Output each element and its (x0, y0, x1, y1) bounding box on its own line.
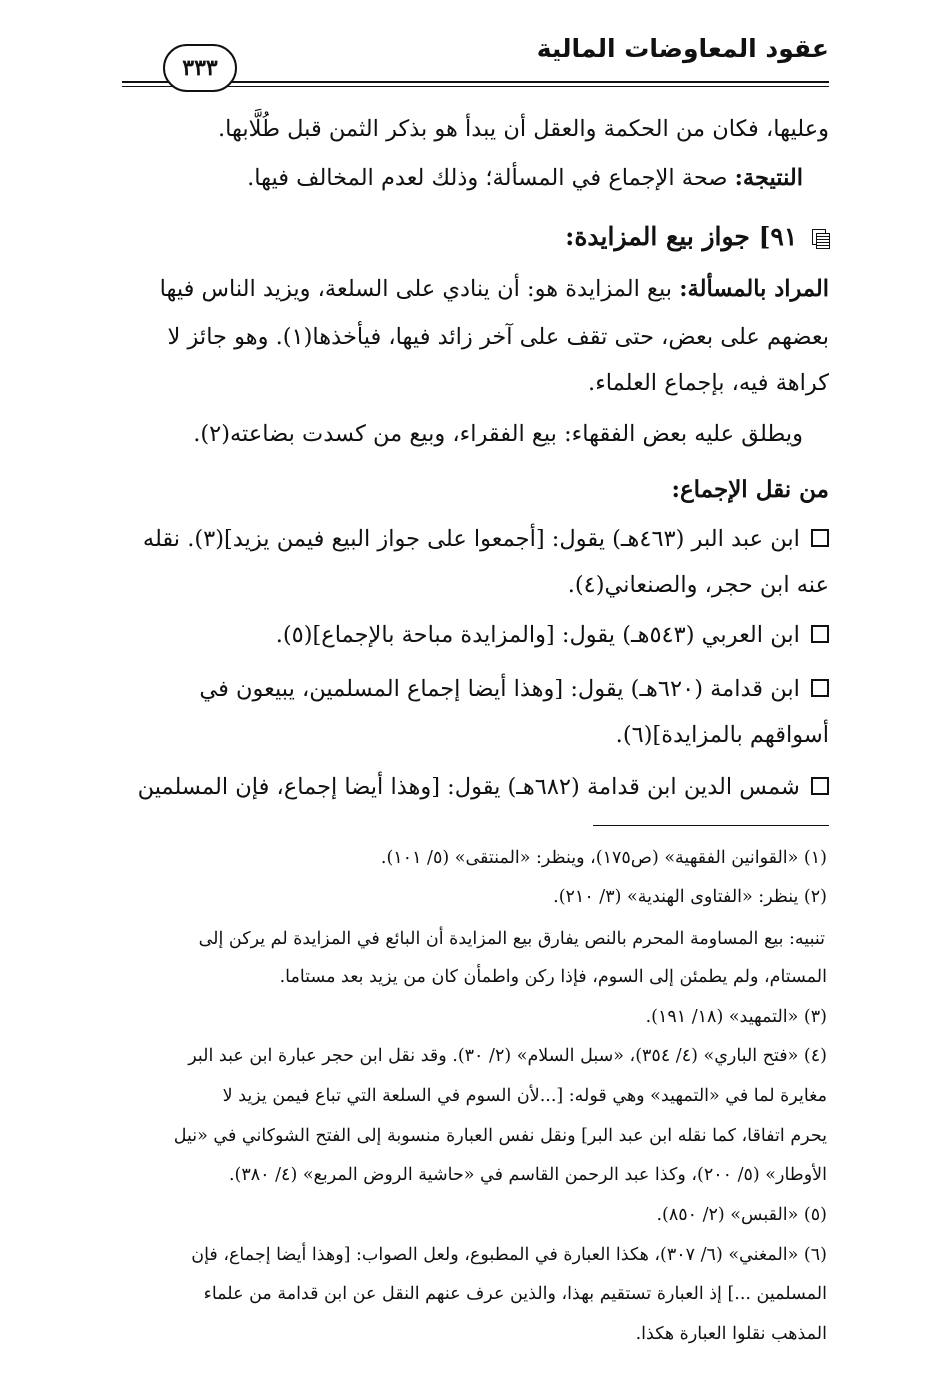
quote-line (122, 676, 829, 702)
quote-line (122, 526, 829, 552)
meaning-text: بيع المزايدة هو: أن ينادي على السلعة، ويزيد الناس فيها (159, 276, 673, 302)
result-label: النتيجة: (734, 165, 803, 191)
body-line: كراهة فيه، بإجماع العلماء. (588, 370, 829, 396)
body-line: وعليها، فكان من الحكمة والعقل أن يبدأ هو بذكر الثمن قبل طُلَّابها. (218, 116, 829, 142)
quote-text: ابن العربي (٥٤٣هـ) يقول: [والمزايدة مباحة بالإجماع](٥). (275, 622, 800, 648)
quote-line (122, 622, 829, 648)
section-heading-text: ٩١] جواز بيع المزايدة: (565, 222, 798, 251)
footnote: الأوطار» (٥/ ٢٠٠)، وكذا عبد الرحمن القاسم في «حاشية الروض المربع» (٤/ ٣٨٠). (228, 1165, 827, 1185)
footnote: مغايرة لما في «التمهيد» وهي قوله: [...لأن السوم في السلعة التي تباع فيمن يزيد لا (222, 1086, 827, 1106)
meaning-label: المراد بالمسألة: (679, 276, 829, 302)
document-icon (812, 229, 829, 248)
quote-text: شمس الدين ابن قدامة (٦٨٢هـ) يقول: [وهذا أيضا إجماع، فإن المسلمين (137, 774, 800, 800)
checkbox-bullet-icon (811, 679, 829, 697)
footnote: (١) «القوانين الفقهية» (ص١٧٥)، وينظر: «المنتقى» (٥/ ١٠١). (380, 848, 827, 868)
footnote: (٣) «التمهيد» (١٨/ ١٩١). (645, 1007, 827, 1027)
footnote: المسلمين ...] إذ العبارة تستقيم بهذا، والذين عرف عنهم النقل عن ابن قدامة من علماء (203, 1284, 827, 1304)
footnote: (٤) «فتح الباري» (٤/ ٣٥٤)، «سبل السلام» (٢/ ٣٠). وقد نقل ابن حجر عبارة ابن عبد البر (188, 1046, 827, 1066)
footnote-note: تنبيه: بيع المساومة المحرم بالنص يفارق بيع المزايدة أن البائع في المزايدة لم يركن إلى (198, 929, 825, 949)
quote-line (122, 774, 829, 800)
quote-continuation: عنه ابن حجر، والصنعاني(٤). (567, 572, 829, 598)
also-called-line: ويطلق عليه بعض الفقهاء: بيع الفقراء، وبيع من كسدت بضاعته(٢). (193, 421, 803, 447)
footnote-separator (593, 825, 829, 826)
quote-continuation: أسواقهم بالمزايدة](٦). (615, 722, 829, 748)
body-line: بعضهم على بعض، حتى تقف على آخر زائد فيها، فيأخذها(١). وهو جائز لا (167, 324, 829, 350)
checkbox-bullet-icon (811, 529, 829, 547)
section-heading (565, 222, 829, 251)
footnote: يحرم اتفاقا، كما نقله ابن عبد البر] ونقل نفس العبارة منسوبة إلى الفتح الشوكاني في «نيل (173, 1126, 827, 1146)
footnote: المذهب نقلوا العبارة هكذا. (635, 1324, 827, 1344)
footnote: (٦) «المغني» (٦/ ٣٠٧)، هكذا العبارة في المطبوع، ولعل الصواب: [وهذا أيضا إجماع، فإن (191, 1245, 827, 1265)
result-line (122, 165, 803, 191)
running-header-title: عقود المعاوضات المالية (536, 34, 829, 63)
result-text: صحة الإجماع في المسألة؛ وذلك لعدم المخالف فيها. (247, 165, 728, 191)
footnote-note: المستام، ولم يطمئن إلى السوم، فإذا ركن واطمأن كان من يزيد بعد مستاما. (279, 967, 827, 987)
page-number: ٣٣٣ (163, 44, 237, 92)
footnote: (٥) «القبس» (٢/ ٨٥٠). (656, 1205, 827, 1225)
transmitters-heading: من نقل الإجماع: (671, 476, 829, 503)
meaning-line (122, 276, 829, 302)
quote-text: ابن عبد البر (٤٦٣هـ) يقول: [أجمعوا على جواز البيع فيمن يزيد](٣). نقله (142, 526, 800, 552)
quote-text: ابن قدامة (٦٢٠هـ) يقول: [وهذا أيضا إجماع المسلمين، يبيعون في (199, 676, 800, 702)
checkbox-bullet-icon (811, 625, 829, 643)
footnote: (٢) ينظر: «الفتاوى الهندية» (٣/ ٢١٠). (553, 887, 827, 907)
checkbox-bullet-icon (811, 777, 829, 795)
